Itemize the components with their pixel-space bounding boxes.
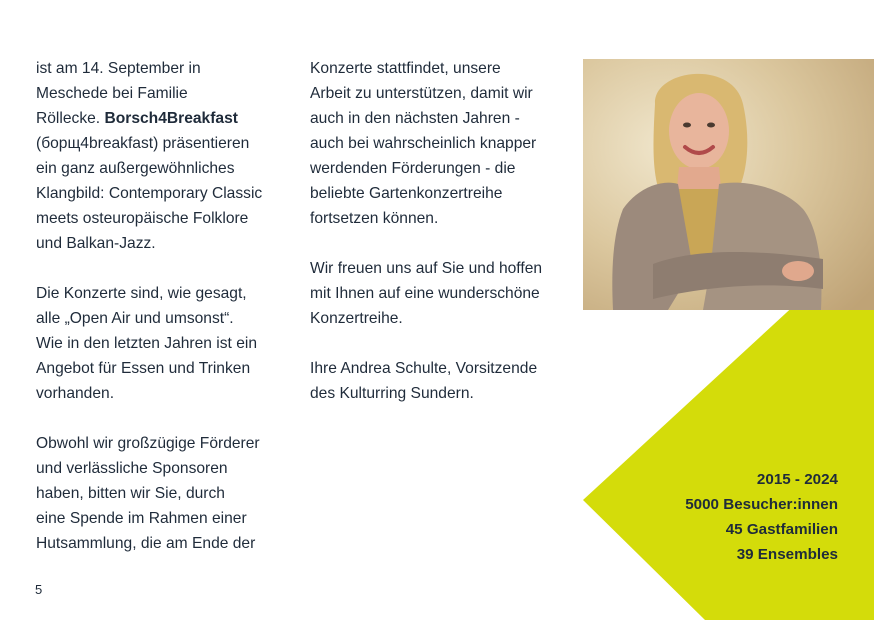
text-line: Meschede bei Familie [36, 85, 188, 102]
text-line: beliebte Gartenkonzertreihe [310, 185, 503, 202]
text-line: Hutsammlung, die am Ende der [36, 535, 256, 552]
paragraph-greeting [310, 256, 578, 331]
text-line: Konzerte stattfindet, unsere [310, 60, 501, 77]
text-line: fortsetzen können. [310, 210, 439, 227]
text-line: auch bei wahrscheinlich knapper [310, 135, 537, 152]
text-line: Konzertreihe. [310, 310, 403, 327]
text-line: Wie in den letzten Jahren ist ein [36, 335, 258, 352]
text-line: haben, bitten wir Sie, durch [36, 485, 225, 502]
text-line: eine Spende im Rahmen einer [36, 510, 247, 527]
paragraph-support [310, 56, 578, 231]
text-line: Klangbild: Contemporary Classic [36, 185, 263, 202]
text-line: des Kulturring Sundern. [310, 385, 474, 402]
text-segment: Röllecke. [36, 110, 105, 127]
text-line [36, 106, 298, 131]
text-line: Obwohl wir großzügige Förderer [36, 435, 260, 452]
middle-text-column [310, 56, 578, 431]
text-line: alle „Open Air und umsonst“. [36, 310, 234, 327]
text-line: ein ganz außergewöhnliches [36, 160, 235, 177]
text-line: und Balkan-Jazz. [36, 235, 156, 252]
text-line: mit Ihnen auf eine wunderschöne [310, 285, 540, 302]
text-line: werdenden Förderungen - die [310, 160, 516, 177]
paragraph-donation [36, 431, 298, 556]
stat-years: 2015 - 2024 [756, 471, 838, 488]
ensemble-name-bold: Borsch4Breakfast [104, 110, 238, 127]
text-line: (борщ4breakfast) präsentieren [36, 135, 250, 152]
text-line: Wir freuen uns auf Sie und hoffen [310, 260, 543, 277]
stat-visitors: 5000 Besucher:innen [685, 496, 838, 513]
text-line: und verlässliche Sponsoren [36, 460, 228, 477]
text-line: Ihre Andrea Schulte, Vorsitzende [310, 360, 538, 377]
text-line: auch in den nächsten Jahren - [310, 110, 520, 127]
portrait-illustration [583, 59, 874, 310]
left-text-column [36, 56, 298, 581]
paragraph-signature [310, 356, 578, 406]
paragraph-open-air [36, 281, 298, 406]
portrait-photo [583, 59, 874, 310]
text-line: Arbeit zu unterstützen, damit wir [310, 85, 533, 102]
stat-host-families: 45 Gastfamilien [725, 521, 838, 538]
text-line: vorhanden. [36, 385, 115, 402]
paragraph-concert-details [36, 56, 298, 256]
text-line: ist am 14. September in [36, 60, 201, 77]
text-line: meets osteuropäische Folklore [36, 210, 249, 227]
page-number: 5 [35, 582, 43, 597]
text-line: Die Konzerte sind, wie gesagt, [36, 285, 247, 302]
stat-ensembles: 39 Ensembles [736, 546, 838, 563]
text-line: Angebot für Essen und Trinken [36, 360, 251, 377]
stats-block [685, 467, 838, 567]
